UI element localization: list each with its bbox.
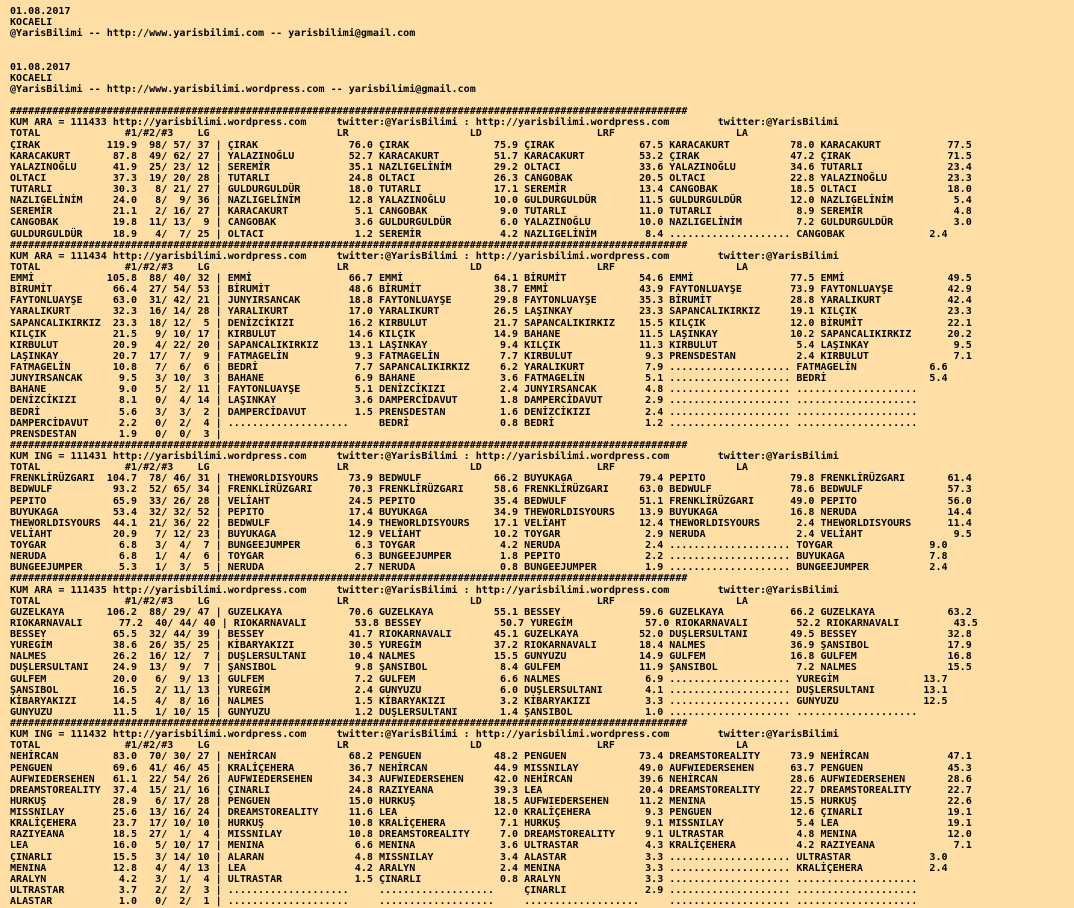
horse-row: KIRBULUT 20.9 4/ 22/ 20 | SAPANCALIKIRKIZ 13.1 LAŞINKAY 9.4 KILÇIK 11.3 KIRBULUT 5.4 LAŞINKAY 9.5 <box>10 339 972 351</box>
horse-row: FATMAGELİN 10.8 7/ 6/ 6 | BEDRİ 7.7 SAPANCALIKIRKIZ 6.2 YARALIKURT 7.9 .................... FATMAGELİN 6.6 <box>10 362 948 373</box>
header-contact: @YarisBilimi -- http://www.yarisbilimi.wordpress.com -- yarisbilimi@gmail.com <box>10 83 476 95</box>
horse-row: FRENKLİRÜZGARI 104.7 78/ 46/ 31 | THEWORLDISYOURS 73.9 BEDWULF 66.2 BUYUKAGA 79.4 PEPITO 79.8 FRENKLİRÜZGARI 61.4 <box>10 473 972 485</box>
horse-row: TOYGAR 6.8 3/ 4/ 7 | BUNGEEJUMPER 6.3 TOYGAR 4.2 NERUDA 2.4 .................... TOYGAR 9.0 <box>10 540 948 551</box>
horse-row: AUFWIEDERSEHEN 61.1 22/ 54/ 26 | AUFWIEDERSEHEN 34.3 AUFWIEDERSEHEN 42.0 NEHİRCAN 39.6 NEHİRCAN 28.6 AUFWIEDERSEHEN 28.6 <box>10 773 972 785</box>
race-title: KUM ARA = 111435 http://yarisbilimi.wordpress.com twitter:@YarisBilimi : http://yarisbilimi.wordpress.com twitter:@YarisBilimi <box>10 584 839 596</box>
separator-line: ################################################################################################################ <box>10 439 688 451</box>
horse-row: THEWORLDISYOURS 44.1 21/ 36/ 22 | BEDWULF 14.9 THEWORLDISYOURS 17.1 VELİAHT 12.4 THEWORLDISYOURS 2.4 THEWORLDISYOURS 11.4 <box>10 517 972 529</box>
blank-line <box>10 95 978 106</box>
horse-row: GULDURGULDÜR 18.9 4/ 7/ 25 | OLTACI 1.2 SEREMİR 4.2 NAZLIGELİNİM 8.4 .................... CANGOBAK 2.4 <box>10 228 948 240</box>
blank-line <box>10 51 978 62</box>
horse-row: KİBARYAKIZI 14.5 4/ 8/ 16 | NALMES 1.5 KİBARYAKIZI 3.2 KİBARYAKIZI 3.3 .................... GUNYUZU 12.5 <box>10 695 948 707</box>
horse-row: MENINA 12.8 4/ 4/ 13 | LEA 4.2 ARALYN 2.4 MENINA 3.3 .................... KRALİÇEHERA 2.4 <box>10 862 948 874</box>
horse-row: NERUDA 6.8 1/ 4/ 6 | TOYGAR 6.3 BUNGEEJUMPER 1.8 PEPITO 2.2 .................... BUYUKAGA 7.8 <box>10 551 948 563</box>
horse-row: BAHANE 9.0 5/ 2/ 11 | FAYTONLUAYŞE 5.1 DENİZCİKIZI 2.4 JUNYIRSANCAK 4.8 .................... .................... <box>10 384 918 396</box>
horse-row: DUŞLERSULTANI 24.9 13/ 9/ 7 | ŞANSIBOL 9.8 ŞANSIBOL 8.4 GULFEM 11.9 ŞANSIBOL 7.2 NALMES 15.5 <box>10 662 972 674</box>
horse-row: OLTACI 37.3 19/ 20/ 28 | TUTARLI 24.8 OLTACI 26.3 CANGOBAK 20.5 OLTACI 22.8 YALAZINOĞLU 23.3 <box>10 172 972 184</box>
horse-row: BİRUMİT 66.4 27/ 54/ 53 | BİRUMİT 48.6 BİRUMİT 38.7 EMMİ 43.9 FAYTONLUAYŞE 73.9 FAYTONLUAYŞE 42.9 <box>10 284 972 296</box>
horse-row: PENGUEN 69.6 41/ 46/ 45 | KRALİÇEHERA 36.7 NEHİRCAN 44.9 MISSNILAY 49.0 AUFWIEDERSEHEN 63.7 PENGUEN 45.3 <box>10 762 972 774</box>
horse-row: DREAMSTOREALITY 37.4 15/ 21/ 16 | ÇINARLI 24.8 RAZIYEANA 39.3 LEA 20.4 DREAMSTOREALITY 22.7 DREAMSTOREALITY 22.7 <box>10 784 972 796</box>
horse-row: YUREGİM 38.6 26/ 35/ 25 | KİBARYAKIZI 30.5 YUREGİM 37.2 RIOKARNAVALI 18.4 NALMES 36.9 ŞANSIBOL 17.9 <box>10 640 972 652</box>
horse-row: TUTARLI 30.3 8/ 21/ 27 | GULDURGULDÜR 18.0 TUTARLI 17.1 SEREMİR 13.4 CANGOBAK 18.5 OLTACI 18.0 <box>10 184 972 195</box>
horse-row: ALASTAR 1.0 0/ 2/ 1 | .................... ................... ................... .................... .................... <box>10 896 918 907</box>
horse-row: NEHİRCAN 83.0 70/ 30/ 27 | NEHİRCAN 68.2 PENGUEN 48.2 PENGUEN 73.4 DREAMSTOREALITY 73.9 NEHİRCAN 47.1 <box>10 751 972 763</box>
separator-line: ################################################################################################################ <box>10 106 688 118</box>
horse-row: GUNYUZU 11.5 1/ 10/ 15 | GUNYUZU 1.2 DUŞLERSULTANI 1.4 ŞANSIBOL 1.0 .................... .................... <box>10 706 918 718</box>
race-block <box>10 573 978 718</box>
horse-row: DENİZCİKIZI 8.1 0/ 4/ 14 | LAŞINKAY 3.6 DAMPERCİDAVUT 1.8 DAMPERCİDAVUT 2.9 .................... .................... <box>10 395 918 407</box>
header-city: KOCAELI <box>10 17 53 29</box>
header-date: 01.08.2017 <box>10 6 71 17</box>
horse-row: SAPANCALIKIRKIZ 23.3 18/ 12/ 5 | DENİZCİKIZI 16.2 KIRBULUT 21.7 SAPANCALIKIRKIZ 15.5 KILÇIK 12.0 BİRUMİT 22.1 <box>10 317 972 329</box>
horse-row: BUYUKAGA 53.4 32/ 32/ 52 | PEPITO 17.4 BUYUKAGA 34.9 THEWORLDISYOURS 13.9 BUYUKAGA 16.8 NERUDA 14.4 <box>10 506 972 518</box>
horse-row: EMMİ 105.8 88/ 40/ 32 | EMMİ 66.7 EMMİ 64.1 BİRUMİT 54.6 EMMİ 77.5 EMMİ 49.5 <box>10 273 972 284</box>
column-header: TOTAL #1/#2/#3 LG LR LD LRF LA <box>10 595 748 607</box>
horse-row: ŞANSIBOL 16.5 2/ 11/ 13 | YUREGİM 2.4 GUNYUZU 6.0 DUŞLERSULTANI 4.1 .................... DUŞLERSULTANI 13.1 <box>10 684 948 696</box>
separator-line: ################################################################################################################ <box>10 573 688 585</box>
blank-line <box>10 39 978 50</box>
horse-row: RAZIYEANA 18.5 27/ 1/ 4 | MISSNILAY 10.8 DREAMSTOREALITY 7.0 DREAMSTOREALITY 9.1 ULTRASTAR 4.8 MENINA 12.0 <box>10 829 972 841</box>
horse-row: MISSNILAY 25.6 13/ 16/ 24 | DREAMSTOREALITY 11.6 LEA 12.0 KRALİÇEHERA 9.3 PENGUEN 12.6 ÇINARLI 19.1 <box>10 807 972 818</box>
race-title: KUM ING = 111431 http://yarisbilimi.wordpress.com twitter:@YarisBilimi : http://yarisbilimi.wordpress.com twitter:@YarisBilimi <box>10 451 839 462</box>
race-block <box>10 718 978 907</box>
horse-row: BEDRİ 5.6 3/ 3/ 2 | DAMPERCİDAVUT 1.5 PRENSDESTAN 1.6 DENİZCİKIZI 2.4 .................... .................... <box>10 406 918 418</box>
horse-row: ARALYN 4.2 3/ 1/ 4 | ULTRASTAR 1.5 ÇINARLI 0.8 ARALYN 3.3 .................... .................... <box>10 873 918 885</box>
horse-row: LEA 16.0 5/ 10/ 17 | MENINA 6.6 MENINA 3.6 ULTRASTAR 4.3 KRALİÇEHERA 4.2 RAZIYEANA 7.1 <box>10 840 972 852</box>
horse-row: KARACAKURT 87.8 49/ 62/ 27 | YALAZINOĞLU 52.7 KARACAKURT 51.7 KARACAKURT 53.2 ÇIRAK 47.2 ÇIRAK 71.5 <box>10 150 972 162</box>
separator-line: ################################################################################################################ <box>10 239 688 251</box>
header-date: 01.08.2017 <box>10 61 71 73</box>
horse-row: GULFEM 20.0 6/ 9/ 13 | GULFEM 7.2 GULFEM 6.6 NALMES 6.9 .................... YUREGİM 13.7 <box>10 673 948 685</box>
header-contact: @YarisBilimi -- http://www.yarisbilimi.com -- yarisbilimi@gmail.com <box>10 28 416 40</box>
horse-row: JUNYIRSANCAK 9.5 3/ 10/ 3 | BAHANE 6.9 BAHANE 3.6 FATMAGELİN 5.1 .................... BEDRİ 5.4 <box>10 373 948 385</box>
horse-row: BEDWULF 93.2 52/ 65/ 34 | FRENKLİRÜZGARI 70.3 FRENKLİRÜZGARI 58.6 FRENKLİRÜZGARI 63.0 BEDWULF 78.6 BEDWULF 57.3 <box>10 484 972 496</box>
column-header: TOTAL #1/#2/#3 LG LR LD LRF LA <box>10 740 748 752</box>
horse-row: ULTRASTAR 3.7 2/ 2/ 3 | .................... ................... ÇINARLI 2.9 .................... .................... <box>10 884 918 896</box>
race-program-text <box>10 6 978 907</box>
horse-row: HURKUŞ 28.9 6/ 17/ 28 | PENGUEN 15.0 HURKUŞ 18.5 AUFWIEDERSEHEN 11.2 MENINA 15.5 HURKUŞ 22.6 <box>10 795 972 807</box>
horse-row: VELİAHT 20.9 7/ 12/ 23 | BUYUKAGA 12.9 VELİAHT 10.2 TOYGAR 2.9 NERUDA 2.4 VELİAHT 9.5 <box>10 528 972 540</box>
horse-row: PRENSDESTAN 1.9 0/ 0/ 3 | <box>10 428 222 440</box>
race-title: KUM ARA = 111434 http://yarisbilimi.wordpress.com twitter:@YarisBilimi : http://yarisbilimi.wordpress.com twitter:@YarisBilimi <box>10 250 839 262</box>
horse-row: NALMES 26.2 16/ 12/ 7 | DUŞLERSULTANI 10.4 NALMES 15.5 GUNYUZU 14.9 GULFEM 16.8 GULFEM 16.8 <box>10 651 972 663</box>
race-block <box>10 440 978 574</box>
horse-row: FAYTONLUAYŞE 63.0 31/ 42/ 21 | JUNYIRSANCAK 18.8 FAYTONLUAYŞE 29.8 FAYTONLUAYŞE 35.3 BİRUMİT 28.8 YARALIKURT 42.4 <box>10 295 972 307</box>
column-header: TOTAL #1/#2/#3 LG LR LD LRF LA <box>10 128 748 140</box>
race-block <box>10 106 978 240</box>
horse-row: RIOKARNAVALI 77.2 40/ 44/ 40 | RIOKARNAVALI 53.8 BESSEY 50.7 YUREGİM 57.0 RIOKARNAVALI 52.2 RIOKARNAVALI 43.5 <box>10 617 978 629</box>
horse-row: ÇINARLI 15.5 3/ 14/ 10 | ALARAN 4.8 MISSNILAY 3.4 ALASTAR 3.3 .................... ULTRASTAR 3.0 <box>10 851 948 863</box>
horse-row: DAMPERCİDAVUT 2.2 0/ 2/ 4 | .................... BEDRİ 0.8 BEDRİ 1.2 .................... .................... <box>10 417 918 429</box>
column-header: TOTAL #1/#2/#3 LG LR LD LRF LA <box>10 462 748 474</box>
horse-row: LAŞINKAY 20.7 17/ 7/ 9 | FATMAGELİN 9.3 FATMAGELİN 7.7 KIRBULUT 9.3 PRENSDESTAN 2.4 KIRBULUT 7.1 <box>10 350 972 362</box>
horse-row: BESSEY 65.5 32/ 44/ 39 | BESSEY 41.7 RIOKARNAVALI 45.1 GUZELKAYA 52.0 DUŞLERSULTANI 49.5 BESSEY 32.8 <box>10 629 972 640</box>
race-title: KUM ING = 111432 http://yarisbilimi.wordpress.com twitter:@YarisBilimi : http://yarisbilimi.wordpress.com twitter:@YarisBilimi <box>10 729 839 741</box>
horse-row: BUNGEEJUMPER 5.3 1/ 3/ 5 | NERUDA 2.7 NERUDA 0.8 BUNGEEJUMPER 1.9 .................... BUNGEEJUMPER 2.4 <box>10 562 948 574</box>
race-block <box>10 240 978 440</box>
horse-row: YALAZINOĞLU 41.9 25/ 23/ 12 | SEREMİR 35.1 NAZLIGELİNİM 29.2 OLTACI 33.6 YALAZINOĞLU 34.6 TUTARLI 23.4 <box>10 161 972 173</box>
header-city: KOCAELI <box>10 72 53 84</box>
column-header: TOTAL #1/#2/#3 LG LR LD LRF LA <box>10 261 748 273</box>
horse-row: SEREMİR 21.1 2/ 16/ 27 | KARACAKURT 5.1 CANGOBAK 9.0 TUTARLI 11.0 TUTARLI 8.9 SEREMİR 4.8 <box>10 206 972 218</box>
horse-row: PEPITO 65.9 33/ 26/ 28 | VELİAHT 24.5 PEPITO 35.4 BEDWULF 51.1 FRENKLİRÜZGARI 49.0 PEPITO 56.0 <box>10 495 972 507</box>
horse-row: YARALIKURT 32.3 16/ 14/ 28 | YARALIKURT 17.0 YARALIKURT 26.5 LAŞINKAY 23.3 SAPANCALIKIRKIZ 19.1 KILÇIK 23.3 <box>10 306 972 318</box>
horse-row: ÇIRAK 119.9 98/ 57/ 37 | ÇIRAK 76.0 ÇIRAK 75.9 ÇIRAK 67.5 KARACAKURT 78.0 KARACAKURT 77.5 <box>10 139 972 151</box>
horse-row: NAZLIGELİNİM 24.0 8/ 9/ 36 | NAZLIGELİNİM 12.8 YALAZINOĞLU 10.0 GULDURGULDÜR 11.5 GULDURGULDÜR 12.0 NAZLIGELİNİM 5.4 <box>10 195 972 207</box>
race-blocks <box>10 106 978 907</box>
horse-row: CANGOBAK 19.8 11/ 13/ 9 | CANGOBAK 3.6 GULDURGULDÜR 6.0 YALAZINOĞLU 10.0 NAZLIGELİNİM 7.2 GULDURGULDÜR 3.0 <box>10 217 972 229</box>
horse-row: KRALİÇEHERA 23.7 17/ 10/ 10 | HURKUŞ 10.8 KRALİÇEHERA 7.1 HURKUŞ 9.1 MISSNILAY 5.4 LEA 19.1 <box>10 818 972 830</box>
horse-row: GUZELKAYA 106.2 88/ 29/ 47 | GUZELKAYA 70.6 GUZELKAYA 55.1 BESSEY 59.6 GUZELKAYA 66.2 GUZELKAYA 63.2 <box>10 606 972 618</box>
separator-line: ################################################################################################################ <box>10 718 688 729</box>
horse-row: KILÇIK 21.5 9/ 10/ 17 | KIRBULUT 14.6 KILÇIK 14.9 BAHANE 11.5 LAŞINKAY 10.2 SAPANCALIKIRKIZ 20.2 <box>10 328 972 340</box>
race-title: KUM ARA = 111433 http://yarisbilimi.wordpress.com twitter:@YarisBilimi : http://yarisbilimi.wordpress.com twitter:@YarisBilimi <box>10 117 839 129</box>
